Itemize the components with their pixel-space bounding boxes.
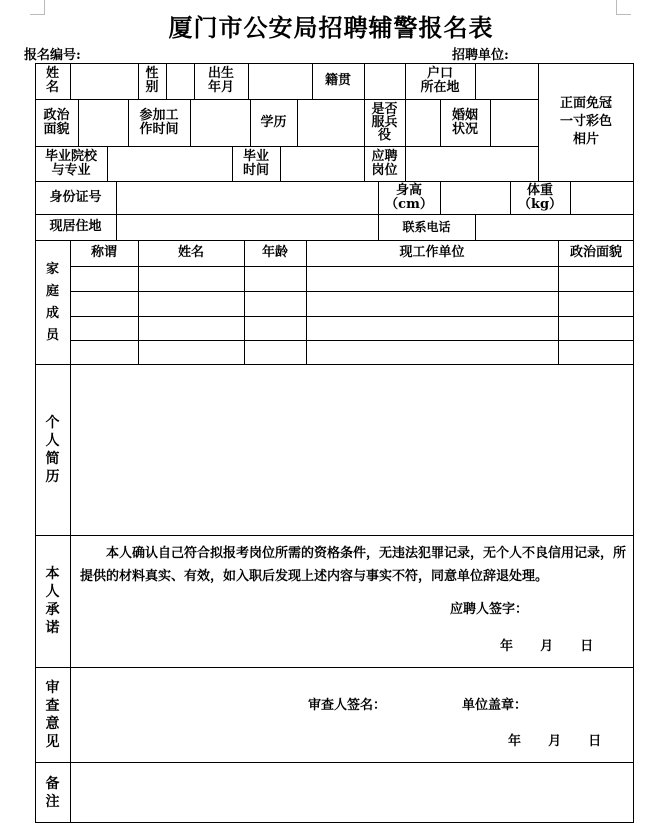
label-applied-position: 应聘 岗位 bbox=[371, 148, 398, 178]
input-name[interactable] bbox=[71, 64, 137, 99]
family-header-political-status: 政治面貌 bbox=[569, 245, 622, 260]
family-section-label: 家 庭 成 员 bbox=[45, 261, 59, 343]
review-date: 年 月 日 bbox=[508, 734, 602, 749]
resume-input[interactable] bbox=[71, 365, 634, 535]
label-work-start: 参加工 作时间 bbox=[139, 107, 179, 137]
family-header-age: 年龄 bbox=[261, 245, 288, 260]
form-title: 厦门市公安局招聘辅警报名表 bbox=[168, 13, 494, 42]
photo-placeholder[interactable]: 正面免冠 一寸彩色 相片 bbox=[559, 96, 612, 147]
input-id-number[interactable] bbox=[117, 182, 378, 214]
label-gender: 性 别 bbox=[145, 66, 159, 95]
input-weight[interactable] bbox=[571, 182, 634, 214]
review-section-label: 审 查 意 见 bbox=[45, 679, 60, 750]
input-native-place[interactable] bbox=[365, 64, 405, 99]
label-phone: 联系电话 bbox=[402, 220, 451, 234]
recruiting-unit-label: 招聘单位: bbox=[452, 48, 509, 63]
family-row[interactable] bbox=[71, 341, 634, 364]
family-header-employer: 现工作单位 bbox=[399, 245, 465, 260]
input-applied-position[interactable] bbox=[406, 147, 538, 181]
rule bbox=[35, 667, 634, 668]
input-political-status[interactable] bbox=[79, 100, 128, 146]
label-marital-status: 婚姻 状况 bbox=[451, 107, 478, 137]
registration-number-label: 报名编号: bbox=[24, 48, 81, 63]
input-military-service[interactable] bbox=[406, 100, 440, 146]
pledge-date: 年 月 日 bbox=[500, 639, 594, 654]
family-row[interactable] bbox=[71, 317, 634, 340]
resume-section-label: 个 人 简 历 bbox=[45, 414, 60, 485]
unit-seal-label: 单位盖章： bbox=[462, 698, 528, 713]
reviewer-signature-label: 审查人签名： bbox=[308, 698, 387, 713]
applicant-signature-label: 应聘人签字： bbox=[450, 602, 529, 617]
remarks-input[interactable] bbox=[71, 763, 634, 822]
label-school-major: 毕业院校 与专业 bbox=[44, 148, 97, 178]
input-hukou[interactable] bbox=[476, 64, 538, 99]
family-row[interactable] bbox=[71, 292, 634, 316]
input-gender[interactable] bbox=[167, 64, 194, 99]
pledge-section-label: 本 人 承 诺 bbox=[45, 566, 60, 636]
label-native-place: 籍贯 bbox=[324, 73, 351, 88]
input-marital-status[interactable] bbox=[491, 100, 538, 146]
input-address[interactable] bbox=[117, 215, 378, 240]
input-height[interactable] bbox=[441, 182, 510, 214]
label-address: 现居住地 bbox=[49, 219, 102, 234]
label-political-status: 政治 面貌 bbox=[43, 107, 70, 137]
label-hukou: 户口 所在地 bbox=[420, 66, 460, 95]
label-birth: 出生 年月 bbox=[207, 66, 234, 95]
label-id-number: 身份证号 bbox=[49, 189, 102, 205]
label-grad-time: 毕业 时间 bbox=[242, 148, 269, 178]
input-birth[interactable] bbox=[249, 64, 312, 99]
rule bbox=[35, 535, 634, 536]
label-education: 学历 bbox=[260, 114, 287, 130]
input-grad-time[interactable] bbox=[281, 147, 364, 181]
label-height: 身高 （cm） bbox=[385, 182, 433, 212]
label-military-service: 是否 服兵 役 bbox=[371, 102, 398, 143]
input-work-start[interactable] bbox=[191, 100, 250, 146]
family-row[interactable] bbox=[71, 267, 634, 291]
label-name: 姓 名 bbox=[45, 66, 59, 95]
pledge-text: 本人确认自己符合拟报考岗位所需的资格条件，无违法犯罪记录，无个人不良信用记录，所提供的材料真实、有效，如入职后发现上述内容与事实不符，同意单位辞退处理。 bbox=[80, 546, 627, 584]
remarks-section-label: 备 注 bbox=[45, 775, 60, 810]
family-header-name: 姓名 bbox=[177, 245, 204, 260]
family-header-relation: 称谓 bbox=[90, 245, 117, 260]
label-weight: 体重 （kg） bbox=[517, 182, 563, 212]
input-school-major[interactable] bbox=[108, 147, 232, 181]
input-phone[interactable] bbox=[476, 215, 634, 240]
input-education[interactable] bbox=[298, 100, 364, 146]
